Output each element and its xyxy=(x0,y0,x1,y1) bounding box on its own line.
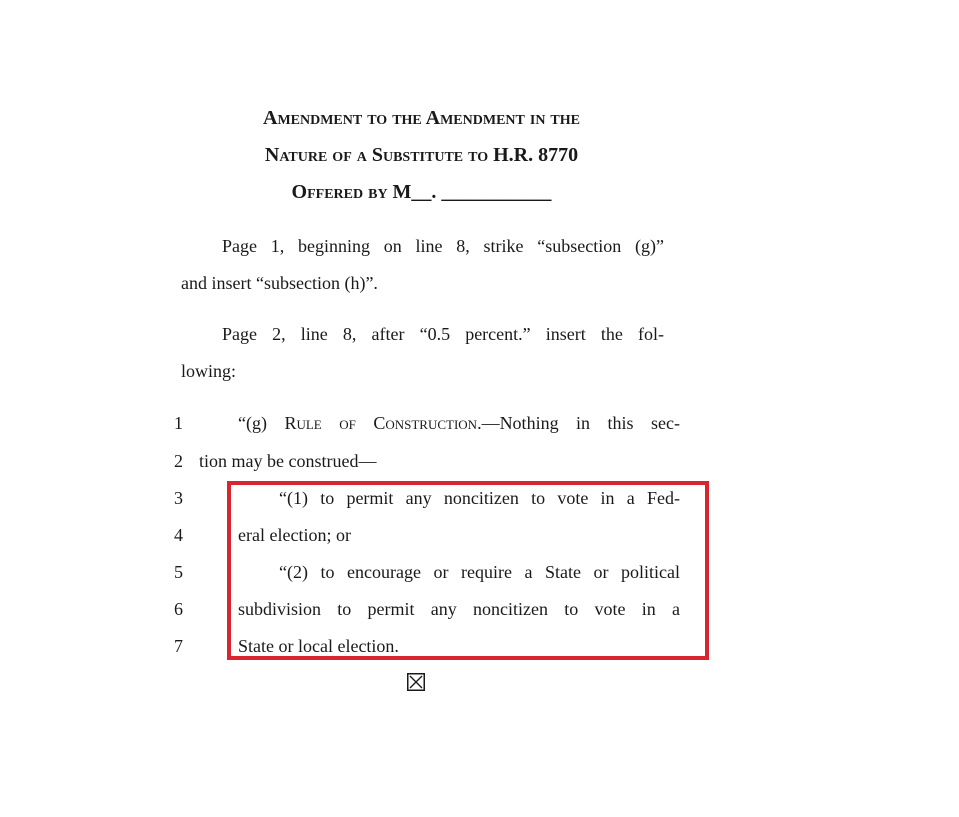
line-number: 2 xyxy=(174,451,183,471)
amendment-title-line-3: Offered by M__. ___________ xyxy=(291,181,552,203)
bill-text-line-2: tion may be construed— xyxy=(199,451,377,471)
clause-2-line-1: “(2) to encourage or require a State or political xyxy=(279,562,680,582)
subsection-marker: “(g) xyxy=(238,413,267,433)
amendment-title-line-1: Amendment to the Amendment in the xyxy=(263,107,580,129)
clause-1-line-2: eral election; or xyxy=(238,525,351,545)
clause-2-line-2: subdivision to permit any noncitizen to vote in a xyxy=(238,599,680,619)
line-number: 7 xyxy=(174,636,183,656)
bill-text-line-1-rest: .—Nothing in this sec- xyxy=(477,413,680,433)
highlight-box xyxy=(227,481,709,660)
line-number: 1 xyxy=(174,413,183,433)
clause-2-line-3: State or local election. xyxy=(238,636,399,656)
instruction-2-line-1: Page 2, line 8, after “0.5 percent.” insert the fol- xyxy=(222,324,664,344)
line-number: 3 xyxy=(174,488,183,508)
line-number: 5 xyxy=(174,562,183,582)
clause-1-line-1: “(1) to permit any noncitizen to vote in a Fed- xyxy=(279,488,680,508)
line-number: 6 xyxy=(174,599,183,619)
line-number: 4 xyxy=(174,525,183,545)
boxed-x-icon xyxy=(407,673,425,691)
instruction-2-line-2: lowing: xyxy=(181,361,237,381)
rule-of-construction-heading: Rule of Construction xyxy=(284,413,478,433)
instruction-1-line-2: and insert “subsection (h)”. xyxy=(181,273,378,293)
instruction-1-line-1: Page 1, beginning on line 8, strike “subsection (g)” xyxy=(222,236,664,256)
amendment-title-line-2: Nature of a Substitute to H.R. 8770 xyxy=(264,144,579,166)
bill-text-line-1 xyxy=(238,411,680,435)
